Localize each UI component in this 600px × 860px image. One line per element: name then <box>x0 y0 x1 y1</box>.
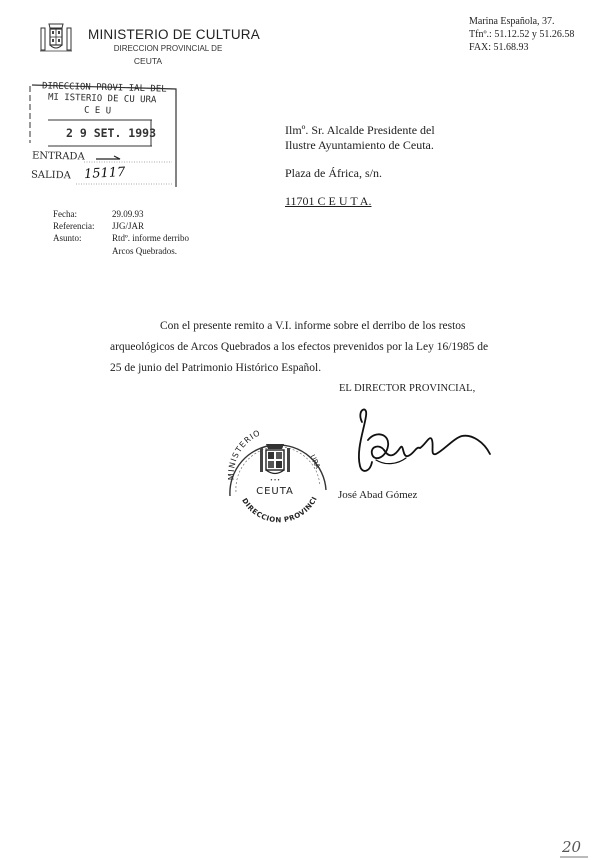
asunto-value-line-2: Arcos Quebrados. <box>112 246 177 256</box>
body-paragraph: Con el presente remito a V.I. informe sobre el derribo de los restos arqueológicos de Arcos Quebrados a los efectos prevenidos por la Ley 16/1985 de 25 de junio del Patrimonio Histórico Español. <box>110 320 489 374</box>
official-seal <box>218 422 334 528</box>
fecha-label: Fecha: <box>53 209 77 219</box>
seal-right-text: URA <box>308 453 322 470</box>
seal-bottom-text: DIRECCION PROVINCI <box>240 495 319 525</box>
ministry-department: DIRECCION PROVINCIAL DE <box>113 44 223 53</box>
phone-line: Tfnº.: 51.12.52 y 51.26.58 <box>469 29 575 40</box>
asunto-label: Asunto: <box>53 233 82 243</box>
salida-label: SALIDA <box>30 169 71 182</box>
referencia-value: JJG/JAR <box>112 221 145 231</box>
recipient-line-3: Plaza de África, s/n. <box>285 166 382 180</box>
fecha-value: 29.09.93 <box>112 209 144 219</box>
ministry-crest-icon <box>38 20 74 56</box>
seal-top-text: MINISTERIO <box>226 428 263 481</box>
director-title: EL DIRECTOR PROVINCIAL, <box>339 383 476 394</box>
referencia-label: Referencia: <box>53 221 95 231</box>
registry-stamp-line-2: MI ISTERIO DE CU URA <box>47 92 157 106</box>
svg-text:• • •: • • • <box>270 478 280 484</box>
recipient-line-4: 11701 C E U T A. <box>285 194 372 208</box>
signer-name: José Abad Gómez <box>338 489 418 501</box>
registry-stamp-line-3: C E U <box>83 105 112 117</box>
ministry-city: CEUTA <box>133 56 163 66</box>
salida-number: 15117 <box>83 164 126 183</box>
registry-stamp-line-1: DIRECCION PROVI IAL DEL <box>41 81 167 95</box>
fax-line: FAX: 51.68.93 <box>469 42 529 53</box>
entrada-label: ENTRADA <box>31 150 85 163</box>
registry-stamp-date: 2 9 SET. 1993 <box>66 126 157 140</box>
seal-center-text: CEUTA <box>256 486 294 497</box>
ministry-name: MINISTERIO DE CULTURA <box>88 27 260 42</box>
seal-crest-icon <box>260 444 290 474</box>
asunto-value-line-1: Rtdº. informe derribo <box>112 233 190 243</box>
signature <box>350 400 500 500</box>
registry-stamp <box>26 83 178 189</box>
recipient-line-2: Ilustre Ayuntamiento de Ceuta. <box>285 138 434 152</box>
page-number: 20 <box>562 838 582 856</box>
recipient-line-1: Ilmº. Sr. Alcalde Presidente del <box>285 123 435 137</box>
address-line: Marina Española, 37. <box>469 16 555 27</box>
page-number-underline <box>560 856 588 859</box>
